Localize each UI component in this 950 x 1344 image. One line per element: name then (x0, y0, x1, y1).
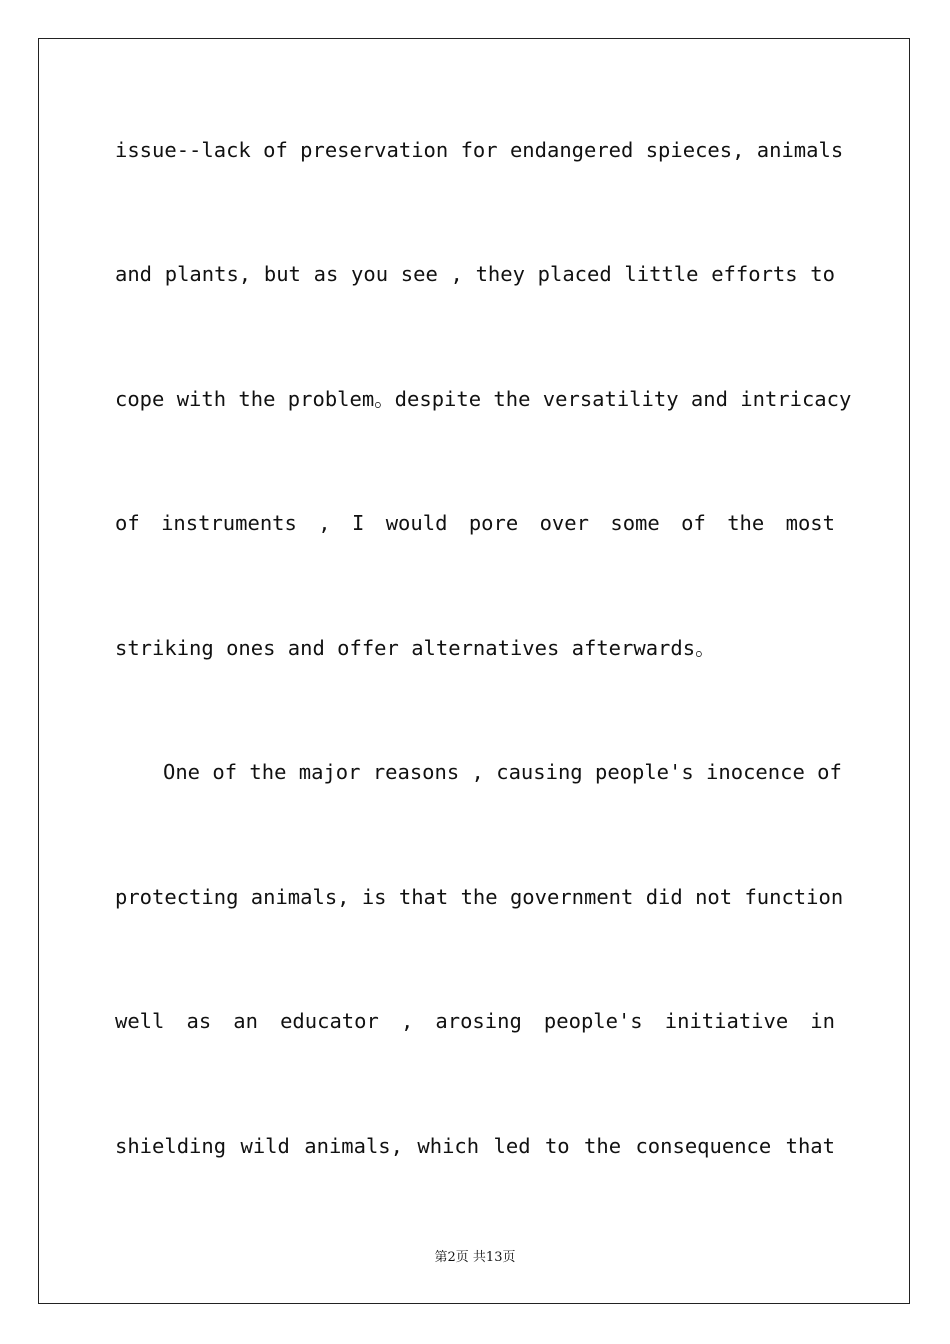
body-text-line: issue--lack of preservation for endangered spieces, animals (115, 138, 844, 162)
body-text-line: well as an educator , arosing people's initiative in (115, 1009, 835, 1033)
body-text-line: and plants, but as you see , they placed little efforts to (115, 262, 835, 286)
page-number-footer: 第2页 共13页 (434, 1250, 516, 1265)
body-text-line: shielding wild animals, which led to the consequence that (115, 1134, 835, 1158)
body-text-line: striking ones and offer alternatives afterwards。 (115, 636, 716, 660)
body-text-line: protecting animals, is that the government did not function (115, 885, 844, 909)
page-border (38, 38, 910, 1304)
paragraph-first-line: One of the major reasons , causing people's inocence of (163, 760, 842, 784)
body-text-line: cope with the problem。despite the versatility and intricacy (115, 387, 852, 411)
body-text-line: of instruments , I would pore over some of the most (115, 511, 835, 535)
